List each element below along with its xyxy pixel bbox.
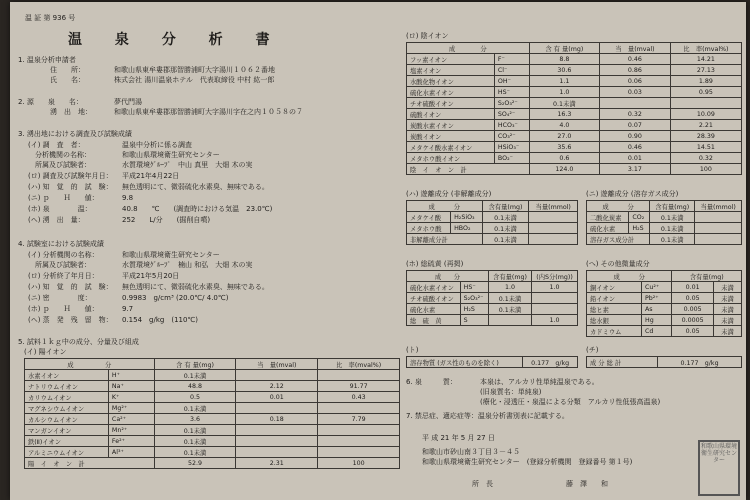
sulfur-mg: 1.0 (532, 315, 578, 326)
table-total-row (407, 234, 578, 245)
dissolved-matter-label: 溶存物質 (ガス性のものを除く) (407, 357, 523, 368)
component-name: チオ硫酸イオン (407, 293, 461, 304)
mval: 0.01 (236, 392, 318, 403)
total-label: 陽 イ オ ン 計 (25, 458, 155, 469)
amount-mg: 35.6 (529, 142, 600, 153)
s4-key: (ニ) 密 度： (28, 294, 92, 302)
s3-key: (ニ) ｐ Ｈ 値： (28, 194, 99, 202)
qualifier: 未満 (713, 304, 741, 315)
dissolved-matter-table (406, 356, 578, 368)
s4-value: 0.154 g/kg (110℃) (122, 316, 199, 324)
component-name: 総ヒ素 (587, 304, 642, 315)
amount-mg: 0.1未満 (482, 212, 529, 223)
component-name: 銅イオン (587, 282, 642, 293)
s4-value: 平成21年5月20日 (122, 272, 180, 280)
mval: 0.90 (600, 131, 671, 142)
table-row (407, 223, 578, 234)
director-name: 藤 澤 和 (566, 480, 608, 488)
mval (236, 370, 318, 381)
total-label: 総 硫 黄 (407, 315, 461, 326)
component-name: 硫酸イオン (407, 109, 495, 120)
column-header: 比 率(mval%) (318, 359, 400, 370)
formula: Hg (641, 315, 671, 326)
amount-mg: 16.3 (529, 109, 600, 120)
component-name: 水酸化物イオン (407, 76, 495, 87)
amount-mg: 1.1 (529, 76, 600, 87)
formula: As (641, 304, 671, 315)
column-header: 成 分 (407, 43, 530, 54)
section-4-heading: 4. 試験室における試験成績 (18, 240, 104, 248)
sulfur-mg: 1.0 (532, 282, 578, 293)
component-name: フッ素イオン (407, 54, 495, 65)
table-row (407, 131, 742, 142)
section-1-heading: 1. 温泉分析申請者 (18, 56, 76, 64)
mmol (695, 234, 742, 245)
s3-value: 40.8 ℃ (調査時における気温 23.0℃) (122, 205, 273, 213)
amount-mg: 27.0 (529, 131, 600, 142)
total-sulfur-heading: (ホ) 総硫黄 (再掲) (406, 260, 464, 268)
component-name: カリウムイオン (25, 392, 109, 403)
formula: Cu²⁺ (641, 282, 671, 293)
formula: Mg²⁺ (108, 403, 154, 414)
component-name: チオ硫酸イオン (407, 98, 495, 109)
amount-mg: 4.0 (529, 120, 600, 131)
applicant-address: 和歌山県東牟婁郡那智勝浦町大字湯川１０６２番地 (114, 66, 275, 74)
s4-key: (ハ) 知 覚 的 試 験： (28, 283, 113, 291)
component-name: マグネシウムイオン (25, 403, 109, 414)
s3-key: (ヘ) 湧 出 量： (28, 216, 85, 224)
table-row (25, 436, 400, 447)
column-header: 比 率(mval%) (670, 43, 741, 54)
component-name: 総水銀 (587, 315, 642, 326)
mmol (529, 234, 578, 245)
mval: 0.46 (600, 142, 671, 153)
formula: K⁺ (108, 392, 154, 403)
total-components-label: 成 分 総 計 (587, 357, 658, 368)
s4-key: 所属及び試験者： (28, 261, 91, 269)
mval-percent: 14.21 (670, 54, 741, 65)
table-row (407, 65, 742, 76)
formula: HSiO₃⁻ (494, 142, 529, 153)
column-header: 当 量(mval) (236, 359, 318, 370)
table-row (587, 223, 742, 234)
component-name: メタホウ酸イオン (407, 153, 495, 164)
mval: 0.86 (600, 65, 671, 76)
s3-value: 温泉中分析に係る調査 (122, 141, 192, 149)
component-name: 硫化水素イオン (407, 282, 461, 293)
location-label: 湧 出 地： (50, 108, 92, 116)
column-header: 含有量(mg) (482, 201, 529, 212)
table-row (407, 120, 742, 131)
total-label: 非解離成分計 (407, 234, 483, 245)
table-row (407, 142, 742, 153)
component-name: カドミウム (587, 326, 642, 337)
mval: 0.46 (600, 54, 671, 65)
total-components-value: 0.177 g/kg (658, 357, 742, 368)
amount-mg: 0.1未満 (154, 436, 236, 447)
component-name: 塩素イオン (407, 65, 495, 76)
table-row (407, 212, 578, 223)
formula: Ca²⁺ (108, 414, 154, 425)
s4-value: 和歌山県環境衛生研究センター (122, 251, 220, 259)
mval-percent: 14.51 (670, 142, 741, 153)
table-row (407, 304, 578, 315)
table-header-row (587, 201, 742, 212)
old-quality-name: (旧泉質名：単純泉) (480, 388, 542, 396)
column-header: 成 分 (587, 201, 650, 212)
s4-key: (イ) 分析機関の名称： (28, 251, 99, 259)
formula: OH⁻ (494, 76, 529, 87)
s3-value: 水質環境ｸﾞﾙｰﾌﾟ 中山 真里 大畑 木の実 (122, 161, 253, 169)
component-name: カルシウムイオン (25, 414, 109, 425)
amount-mg: 52.9 (154, 458, 236, 469)
table-row (407, 109, 742, 120)
column-header: 当 量(mval) (600, 43, 671, 54)
mval-percent: 100 (318, 458, 400, 469)
analysis-document (10, 2, 746, 500)
table-header-row (407, 271, 578, 282)
amount-mg: 0.05 (672, 293, 714, 304)
mval-percent: 0.95 (670, 87, 741, 98)
component-name: メタケイ酸水素イオン (407, 142, 495, 153)
formula: S₂O₃²⁻ (460, 293, 488, 304)
total-components-table (586, 356, 742, 368)
mval-percent: 1.89 (670, 76, 741, 87)
amount-mg: 0.1未満 (650, 234, 695, 245)
amount-mg: 0.1未満 (488, 293, 531, 304)
component-name: 炭酸イオン (407, 131, 495, 142)
table-row (25, 381, 400, 392)
formula: CO₃²⁻ (494, 131, 529, 142)
anion-table (406, 42, 742, 175)
total-label: 溶存ガス成分計 (587, 234, 650, 245)
s4-value: 9.7 (122, 305, 134, 313)
formula: F⁻ (494, 54, 529, 65)
component-name: メタホウ酸 (407, 223, 451, 234)
mval: 0.03 (600, 87, 671, 98)
table-row (587, 293, 742, 304)
s3-value: 平成21年4月22日 (122, 172, 180, 180)
sulfur-mg (532, 293, 578, 304)
amount-mg: 0.0005 (672, 315, 714, 326)
section-5-heading: 5. 試料１ｋｇ中の成分、分量及び組成 (18, 338, 139, 346)
amount-mg (488, 315, 531, 326)
spring-quality: 本泉は、アルカリ性単純温泉である。 (480, 378, 599, 386)
mval: 0.18 (236, 414, 318, 425)
s3-key: 分析機関の名称： (28, 151, 91, 159)
mval: 0.06 (600, 76, 671, 87)
formula: Fe²⁺ (108, 436, 154, 447)
table-row (587, 326, 742, 337)
formula: Mn²⁺ (108, 425, 154, 436)
amount-mg: 0.05 (672, 326, 714, 337)
s4-key: (ロ) 分析終了年月日： (28, 272, 99, 280)
table-row (587, 304, 742, 315)
formula: H₂S (629, 223, 650, 234)
column-header: 含 有 量(mg) (529, 43, 600, 54)
component-name: 水素イオン (25, 370, 109, 381)
table-total-row (25, 458, 400, 469)
table-row (407, 282, 578, 293)
component-name: ナトリウムイオン (25, 381, 109, 392)
table-row (407, 87, 742, 98)
formula: Cl⁻ (494, 65, 529, 76)
dissolved-matter-heading: (ト) (406, 346, 419, 354)
section-2-heading: 2. 源 泉 名： (18, 98, 83, 106)
dissolved-gas-table (586, 200, 742, 245)
column-header: 成 分 (407, 201, 483, 212)
s3-value: 無色透明にて、微弱硫化水素臭、無味である。 (122, 183, 269, 191)
column-header: 成 分 (407, 271, 489, 282)
s3-key: (イ) 調 査 者： (28, 141, 85, 149)
undissociated-heading: (ハ) 遊離成分 (非解離成分) (406, 190, 492, 198)
formula: HS⁻ (494, 87, 529, 98)
mval: 2.31 (236, 458, 318, 469)
mval: 3.17 (600, 164, 671, 175)
mmol (529, 212, 578, 223)
mval (236, 403, 318, 414)
mmol (695, 212, 742, 223)
s4-value: 0.9983 g/cm³ (20.0℃/ 4.0℃) (122, 294, 229, 302)
table-row (587, 212, 742, 223)
table-header-row (587, 271, 742, 282)
undissociated-table (406, 200, 578, 245)
mval-percent: 7.79 (318, 414, 400, 425)
s3-value: 252 L/分 (掘削自噴) (122, 216, 211, 224)
component-name: メタケイ酸 (407, 212, 451, 223)
s4-value: 無色透明にて、微弱硫化水素臭、無味である。 (122, 283, 269, 291)
formula: CO₂ (629, 212, 650, 223)
total-components-heading: (チ) (586, 346, 599, 354)
mval-percent: 0.43 (318, 392, 400, 403)
total-sulfur-table (406, 270, 578, 326)
mval (236, 447, 318, 458)
amount-mg: 0.6 (529, 153, 600, 164)
column-header: 成 分 (25, 359, 155, 370)
amount-mg: 0.1未満 (154, 370, 236, 381)
amount-mg: 0.1未満 (482, 223, 529, 234)
s3-key: (ロ) 調査及び試験年月日： (28, 172, 113, 180)
table-row (25, 414, 400, 425)
s3-key: (ハ) 知 覚 的 試 験： (28, 183, 113, 191)
amount-mg: 1.0 (529, 87, 600, 98)
location: 和歌山県東牟婁郡那智勝浦町大字湯川字在之内１０５８の７ (114, 108, 303, 116)
mval-percent (318, 436, 400, 447)
component-name: 硫化水素イオン (407, 87, 495, 98)
table-row (587, 357, 742, 368)
table-row (25, 392, 400, 403)
column-header: (内S分(mg)) (532, 271, 578, 282)
s4-key: (ヘ) 蒸 発 残 留 物： (28, 316, 113, 324)
document-title: 温 泉 分 析 書 (68, 32, 284, 48)
mmol (529, 223, 578, 234)
organization-name: 和歌山県環境衛生研究センター (登録分析機関 登録番号 第１号) (422, 458, 633, 466)
qualifier: 未満 (713, 293, 741, 304)
amount-mg: 0.5 (154, 392, 236, 403)
mval: 2.12 (236, 381, 318, 392)
applicant-name-label: 氏 名： (50, 76, 85, 84)
s3-key: (ホ) 泉 温： (28, 205, 92, 213)
spring-quality-label: 6. 泉 質： (406, 378, 457, 386)
amount-mg: 0.1未満 (650, 212, 695, 223)
table-row (25, 425, 400, 436)
table-total-row (587, 234, 742, 245)
applicant-address-label: 住 所： (50, 66, 85, 74)
mval (236, 436, 318, 447)
amount-mg: 0.01 (672, 282, 714, 293)
director-title: 所 長 (472, 480, 493, 488)
formula: Al³⁺ (108, 447, 154, 458)
s4-key: (ホ) ｐ Ｈ 値： (28, 305, 99, 313)
amount-mg: 1.0 (488, 282, 531, 293)
mval-percent: 91.77 (318, 381, 400, 392)
column-header: 当量(mmol) (695, 201, 742, 212)
component-name: アルミニウムイオン (25, 447, 109, 458)
sulfur-mg (532, 304, 578, 315)
mval-percent (670, 98, 741, 109)
table-row (587, 282, 742, 293)
formula: S₂O₃²⁻ (494, 98, 529, 109)
quality-classification: (療化・浸透圧・泉温による分類 アルカリ性低張高温泉) (480, 398, 661, 406)
minor-components-table (586, 270, 742, 337)
amount-mg: 3.6 (154, 414, 236, 425)
qualifier: 未満 (713, 282, 741, 293)
amount-mg: 8.8 (529, 54, 600, 65)
mval: 0.32 (600, 109, 671, 120)
component-name: 鉄(Ⅱ)イオン (25, 436, 109, 447)
mval-percent (318, 447, 400, 458)
amount-mg: 30.6 (529, 65, 600, 76)
anion-heading: (ロ) 陰イオン (406, 32, 449, 40)
table-header-row (407, 43, 742, 54)
contraindications-note: 7. 禁忌症、適応症等：温泉分析書別表に記載する。 (406, 412, 569, 420)
component-name: 硫化水素 (587, 223, 629, 234)
column-header: 当量(mmol) (529, 201, 578, 212)
issue-date: 平 成 21 年 5 月 27 日 (422, 434, 495, 442)
mval: 0.01 (600, 153, 671, 164)
column-header: 含有量(mg) (672, 271, 742, 282)
s3-value: 和歌山県環境衛生研究センター (122, 151, 220, 159)
mval-percent (318, 403, 400, 414)
formula: SO₄²⁻ (494, 109, 529, 120)
table-total-row (407, 315, 578, 326)
formula: HBO₂ (451, 223, 482, 234)
formula: Cd (641, 326, 671, 337)
formula: HCO₃⁻ (494, 120, 529, 131)
mval-percent: 2.21 (670, 120, 741, 131)
amount-mg: 0.1未満 (650, 223, 695, 234)
amount-mg: 0.1未満 (482, 234, 529, 245)
mval (600, 98, 671, 109)
mval-percent: 100 (670, 164, 741, 175)
formula: S (460, 315, 488, 326)
table-row (587, 315, 742, 326)
official-seal: 和歌山県環境衛生研究センター (698, 440, 740, 496)
component-name: マンガンイオン (25, 425, 109, 436)
table-row (25, 447, 400, 458)
component-name: 二酸化炭素 (587, 212, 629, 223)
table-row (407, 153, 742, 164)
table-header-row (25, 359, 400, 370)
amount-mg: 0.1未満 (154, 447, 236, 458)
table-row (25, 403, 400, 414)
s3-value: 9.8 (122, 194, 134, 202)
mval-percent (318, 425, 400, 436)
table-row (407, 76, 742, 87)
mval (236, 425, 318, 436)
column-header: 含有量(mg) (488, 271, 531, 282)
mval-percent: 10.09 (670, 109, 741, 120)
column-header: 含 有 量(mg) (154, 359, 236, 370)
component-name: 炭酸水素イオン (407, 120, 495, 131)
table-row (407, 98, 742, 109)
column-header: 含有量(mg) (650, 201, 695, 212)
mval: 0.07 (600, 120, 671, 131)
amount-mg: 0.005 (672, 304, 714, 315)
mval-percent: 0.32 (670, 153, 741, 164)
cation-heading: (イ) 陽イオン (24, 348, 67, 356)
document-number: 温 証 第 936 号 (25, 14, 76, 22)
formula: H₂S (460, 304, 488, 315)
amount-mg: 48.8 (154, 381, 236, 392)
qualifier: 未満 (713, 315, 741, 326)
table-header-row (407, 201, 578, 212)
amount-mg: 0.1未満 (488, 304, 531, 315)
amount-mg: 0.1未満 (154, 403, 236, 414)
formula: Na⁺ (108, 381, 154, 392)
table-total-row (407, 164, 742, 175)
formula: Pb²⁺ (641, 293, 671, 304)
applicant-name: 株式会社 湯川温泉ホテル 代表取締役 中村 紘一郎 (114, 76, 275, 84)
s3-key: 所属及び試験者： (28, 161, 91, 169)
dissolved-gas-heading: (ニ) 遊離成分 (溶存ガス成分) (586, 190, 679, 198)
formula: H₂SiO₃ (451, 212, 482, 223)
dissolved-matter-value: 0.177 g/kg (523, 357, 578, 368)
table-row (25, 370, 400, 381)
mmol (695, 223, 742, 234)
spring-name: 夢代門湯 (114, 98, 142, 106)
table-row (407, 293, 578, 304)
qualifier: 未満 (713, 326, 741, 337)
cation-table (24, 358, 400, 469)
column-header: 成 分 (587, 271, 672, 282)
mval-percent: 27.13 (670, 65, 741, 76)
s4-value: 水質環境ｸﾞﾙｰﾌﾟ 楠山 和弘 大畑 木の実 (122, 261, 253, 269)
formula: BO₂⁻ (494, 153, 529, 164)
formula: H⁺ (108, 370, 154, 381)
table-row (407, 54, 742, 65)
organization-address: 和歌山市砂山南３丁目３－４５ (422, 448, 520, 456)
mval-percent: 28.39 (670, 131, 741, 142)
amount-mg: 124.0 (529, 164, 600, 175)
total-label: 陰 イ オ ン 計 (407, 164, 530, 175)
table-row (407, 357, 578, 368)
amount-mg: 0.1未満 (154, 425, 236, 436)
section-3-heading: 3. 湧出地における調査及び試験成績 (18, 130, 132, 138)
amount-mg: 0.1未満 (529, 98, 600, 109)
minor-components-heading: (へ) その他微量成分 (586, 260, 650, 268)
formula: HS⁻ (460, 282, 488, 293)
component-name: 鉛イオン (587, 293, 642, 304)
mval-percent (318, 370, 400, 381)
component-name: 硫化水素 (407, 304, 461, 315)
